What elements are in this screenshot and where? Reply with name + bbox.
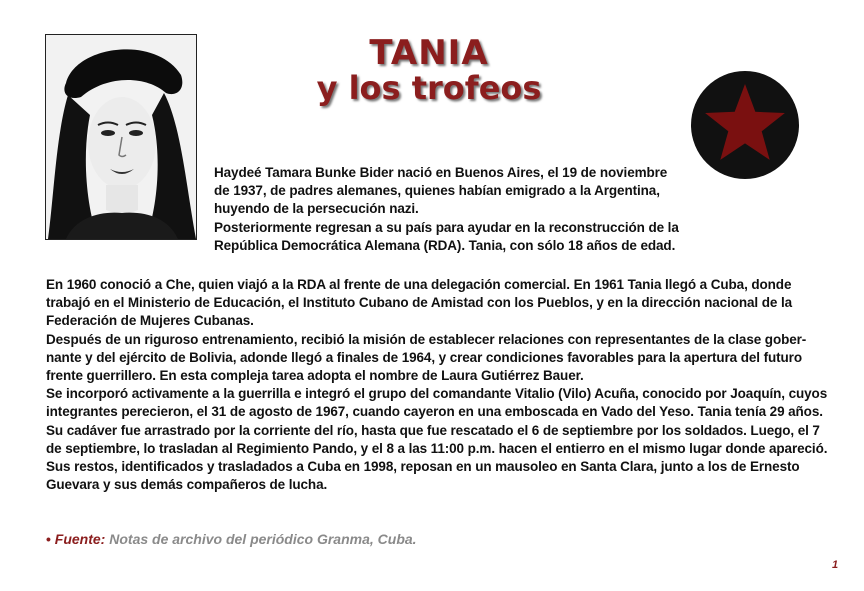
body-paragraph: En 1960 conoció a Che, quien viajó a la RDA al frente de una delegación comercial. En 1961 Tania llegó a Cuba, donde trabajó en el Ministerio de Educación, el Instituto Cubano de Amistad con los Pueblos, y en la dirección nacional de la Federación de Mujeres Cubanas. (46, 277, 792, 329)
body-paragraph: Se incorporó activamente a la guerrilla e integró el grupo del comandante Vitalio (Vilo) Acuña, conocido por Joaquín, cuyos integrantes perecieron, el 31 de agosto de 1967, cuando cayeron en una emboscada en Vado del Yeso. Tania tenía 29 años. Su cadáver fue arrastrado por la corriente del río, hasta que fue rescatado el 6 de septiembre por los soldados. Luego, el 7 de septiembre, lo trasladan al Regimiento Pando, y el 8 a las 11:00 p.m. hacen el entierro en el mismo lugar donde apareció. (46, 386, 828, 456)
source-text: Notas de archivo del periódico Granma, Cuba. (109, 531, 417, 547)
source-citation (46, 531, 417, 547)
title-line-1: TANIA (369, 33, 489, 73)
intro-paragraph: Posteriormente regresan a su país para ayudar en la reconstrucción de la República Democrática Alemana (RDA). Tania, con sólo 18 años de edad. (214, 219, 679, 253)
intro-text (214, 164, 684, 255)
portrait-illustration (46, 35, 196, 239)
page-number: 1 (832, 559, 839, 571)
intro-paragraph: Haydeé Tamara Bunke Bider nació en Buenos Aires, el 19 de noviembre de 1937, de padres alemanes, quienes habían emigrado a la Argentina, huyendo de la persecución nazi. (214, 165, 668, 217)
portrait-photo (45, 34, 197, 240)
body-paragraph: Sus restos, identificados y trasladados a Cuba en 1998, reposan en un mausoleo en Santa Clara, junto a los de Ernesto Guevara y sus demás compañeros de lucha. (46, 459, 800, 493)
title-line-2: y los trofeos (316, 69, 542, 107)
page-title (300, 33, 558, 107)
body-paragraph: Después de un riguroso entrenamiento, recibió la misión de establecer relaciones con representantes de la clase gober-nante y del ejército de Bolivia, adonde llegó a finales de 1964, y crear condiciones favorables para la apertura del futuro frente guerrillero. En esta compleja tarea adopta el nombre de Laura Gutiérrez Bauer. (46, 331, 807, 384)
source-label: Fuente: (54, 531, 106, 547)
body-text (46, 276, 836, 494)
red-star-icon (690, 70, 800, 180)
bullet-icon: • (46, 531, 51, 547)
